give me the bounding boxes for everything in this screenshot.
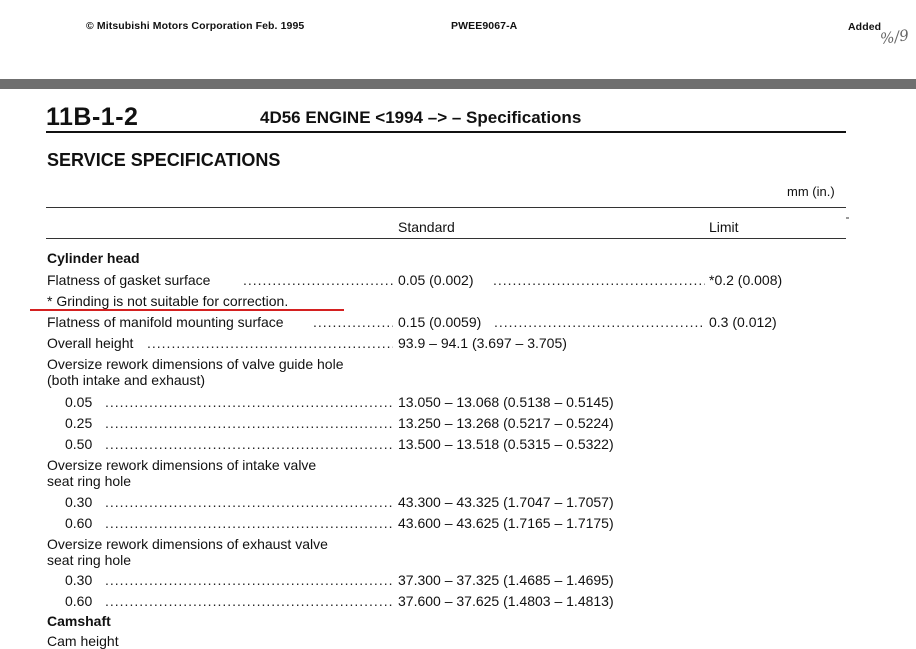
spec-standard-intake-060: 43.600 – 43.625 (1.7165 – 1.7175) bbox=[398, 515, 614, 531]
group-cylinder-head: Cylinder head bbox=[47, 250, 140, 266]
spec-standard-exhaust-060: 37.600 – 37.625 (1.4803 – 1.4813) bbox=[398, 593, 614, 609]
leader-dots bbox=[105, 494, 393, 508]
spec-label-exhaust-030: 0.30 bbox=[65, 572, 93, 588]
spec-limit-flatness-manifold: 0.3 (0.012) bbox=[709, 314, 777, 330]
spec-standard-guide-025: 13.250 – 13.268 (0.5217 – 0.5224) bbox=[398, 415, 614, 431]
spec-label-guide-hole: Oversize rework dimensions of valve guide hole bbox=[47, 356, 344, 372]
leader-dots bbox=[147, 335, 393, 349]
spec-standard-overall-height: 93.9 – 94.1 (3.697 – 3.705) bbox=[398, 335, 567, 351]
document-code: PWEE9067-A bbox=[451, 20, 518, 32]
spec-standard-flatness-manifold: 0.15 (0.0059) bbox=[398, 314, 482, 330]
leader-dots bbox=[243, 272, 393, 286]
spec-label-exhaust-sub: seat ring hole bbox=[47, 552, 132, 568]
leader-dots bbox=[105, 394, 393, 408]
group-camshaft: Camshaft bbox=[47, 613, 111, 629]
spec-label-guide-050: 0.50 bbox=[65, 436, 93, 452]
section-title: SERVICE SPECIFICATIONS bbox=[47, 150, 281, 170]
units-label: mm (in.) bbox=[787, 184, 835, 199]
leader-dots bbox=[105, 572, 393, 586]
spec-label-exhaust: Oversize rework dimensions of exhaust valve bbox=[47, 536, 328, 552]
table-top-rule bbox=[46, 207, 846, 208]
red-underline bbox=[30, 309, 344, 311]
scan-mark bbox=[846, 217, 849, 219]
leader-dots bbox=[105, 415, 393, 429]
spec-label-guide-hole-sub: (both intake and exhaust) bbox=[47, 372, 205, 388]
spec-limit-flatness-gasket: *0.2 (0.008) bbox=[709, 272, 783, 288]
page-title: 4D56 ENGINE <1994 –> – Specifications bbox=[260, 108, 582, 127]
leader-dots bbox=[105, 515, 393, 529]
spec-label-intake-030: 0.30 bbox=[65, 494, 93, 510]
spec-label-overall-height: Overall height bbox=[47, 335, 134, 351]
spec-label-intake: Oversize rework dimensions of intake valve bbox=[47, 457, 317, 473]
spec-standard-flatness-gasket: 0.05 (0.002) bbox=[398, 272, 474, 288]
spec-label-exhaust-060: 0.60 bbox=[65, 593, 93, 609]
spec-standard-guide-005: 13.050 – 13.068 (0.5138 – 0.5145) bbox=[398, 394, 614, 410]
spec-label-guide-025: 0.25 bbox=[65, 415, 93, 431]
spec-label-intake-sub: seat ring hole bbox=[47, 473, 132, 489]
page-number: 11B-1-2 bbox=[46, 103, 139, 131]
leader-dots bbox=[313, 314, 393, 328]
copyright-notice: © Mitsubishi Motors Corporation Feb. 1995 bbox=[86, 20, 305, 32]
column-standard: Standard bbox=[398, 219, 455, 235]
column-limit: Limit bbox=[709, 219, 739, 235]
leader-dots bbox=[493, 272, 705, 286]
spec-label-flatness-manifold: Flatness of manifold mounting surface bbox=[47, 314, 284, 330]
added-stamp: Added bbox=[848, 21, 882, 33]
spec-standard-exhaust-030: 37.300 – 37.325 (1.4685 – 1.4695) bbox=[398, 572, 614, 588]
leader-dots bbox=[105, 593, 393, 607]
title-rule bbox=[46, 131, 846, 133]
spec-standard-intake-030: 43.300 – 43.325 (1.7047 – 1.7057) bbox=[398, 494, 614, 510]
note-grinding: * Grinding is not suitable for correction. bbox=[47, 293, 289, 309]
spec-label-intake-060: 0.60 bbox=[65, 515, 93, 531]
spec-label-flatness-gasket: Flatness of gasket surface bbox=[47, 272, 211, 288]
spec-label-cam-height: Cam height bbox=[47, 633, 119, 649]
header-band bbox=[0, 79, 916, 89]
leader-dots bbox=[105, 436, 393, 450]
table-header-rule bbox=[46, 238, 846, 239]
leader-dots bbox=[494, 314, 705, 328]
spec-label-guide-005: 0.05 bbox=[65, 394, 93, 410]
handwritten-note: %/9 bbox=[878, 26, 910, 48]
spec-standard-guide-050: 13.500 – 13.518 (0.5315 – 0.5322) bbox=[398, 436, 614, 452]
